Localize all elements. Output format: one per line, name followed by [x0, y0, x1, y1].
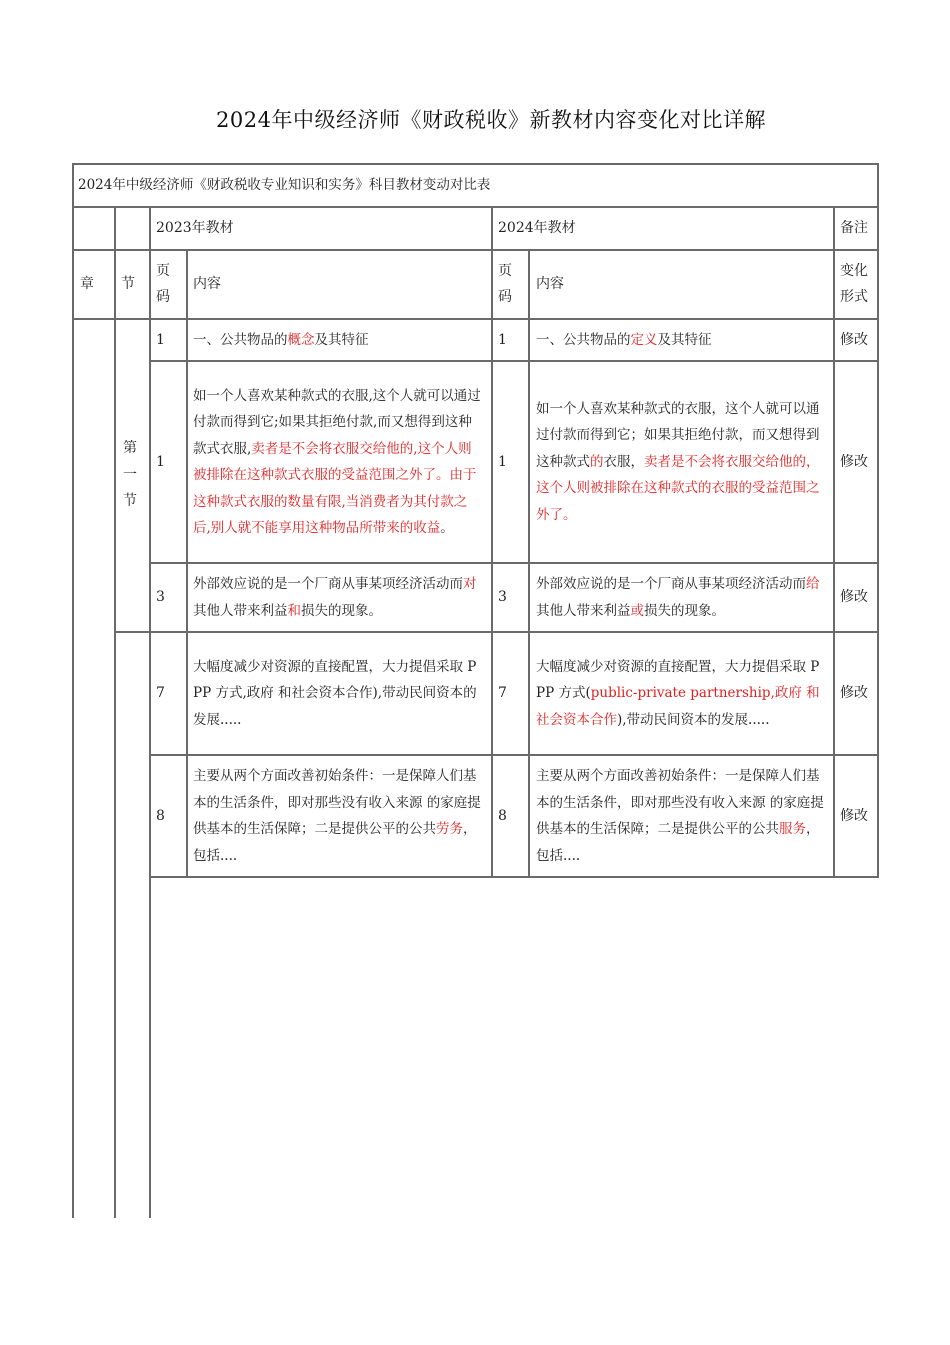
- content-2023-text: 损失的现象。: [301, 602, 382, 619]
- content-2024-cell: [530, 320, 833, 360]
- page-2024-cell: 7: [498, 685, 507, 702]
- content-2023-cell: [187, 756, 491, 876]
- header-remarks: 备注: [840, 219, 868, 236]
- content-2023-text: 其他人带来利益: [193, 602, 288, 619]
- content-2024-text: ，包括....: [536, 821, 820, 864]
- page-2024-cell: 3: [498, 589, 507, 606]
- content-2023-cell: [187, 320, 491, 360]
- changed-text: 和: [287, 602, 301, 619]
- content-2023-cell: [187, 633, 491, 754]
- changed-text: 的: [590, 453, 604, 470]
- content-2023-cell: [187, 564, 491, 631]
- header-chapter: 章: [80, 275, 94, 292]
- header-2024-textbook: 2024年教材: [498, 219, 576, 236]
- content-2024-cell: [530, 564, 833, 631]
- content-2024-text: 其他人带来利益: [536, 602, 631, 619]
- content-2023-text: 一、公共物品的: [193, 331, 288, 348]
- header-change-type: 变化形式: [840, 262, 868, 305]
- content-2023-text: 主要从两个方面改善初始条件：一是保障人们基本的生活条件，即对那些没有收入来源 的家庭提供基本的生活保障；二是提供公平的公共: [193, 768, 481, 837]
- changed-text: 对: [463, 576, 477, 592]
- header-page-2024: 页码: [498, 262, 512, 305]
- table-gridline: [72, 163, 74, 1218]
- content-2024-text: 一、公共物品的: [536, 331, 631, 348]
- content-2024-text: 损失的现象。: [644, 602, 725, 619]
- content-2024-text: 大幅度减少对资源的直接配置，大力提倡采取 PPP 方式(: [536, 658, 820, 702]
- content-2023-text: ，包括....: [193, 821, 477, 864]
- page-2023-cell: 3: [156, 589, 165, 606]
- changed-text: 给: [806, 576, 820, 592]
- content-2024-text: 主要从两个方面改善初始条件：一是保障人们基本的生活条件，即对那些没有收入来源 的家庭提供基本的生活保障；二是提供公平的公共: [536, 768, 824, 837]
- content-2024-cell: [530, 756, 833, 876]
- content-2024-text: ),带动民间资本的发展.....: [617, 711, 770, 728]
- changed-text: 服务: [779, 821, 806, 837]
- page-title: 2024年中级经济师《财政税收》新教材内容变化对比详解: [216, 108, 766, 132]
- changed-text: 或: [630, 602, 644, 619]
- change-type-cell: 修改: [840, 453, 868, 470]
- page-2023-cell: 1: [156, 331, 165, 348]
- content-2023-text: 。: [440, 520, 454, 536]
- section-1-label: 第一节: [123, 440, 137, 510]
- change-type-cell: 修改: [840, 331, 868, 348]
- changed-text: 卖者是不会将衣服交给他的，这个人则被排除在这种款式的衣服的受益范围之外了。: [536, 453, 820, 523]
- changed-text: public-private partnership,政府 和社会资本合作: [536, 685, 820, 728]
- content-2024-text: 衣服，: [603, 453, 644, 470]
- header-content-2023: 内容: [193, 275, 221, 292]
- changed-text: 劳务: [436, 821, 463, 837]
- page-2023-cell: 8: [156, 807, 165, 824]
- page-2024-cell: 1: [498, 453, 507, 470]
- page-2024-cell: 1: [498, 331, 507, 348]
- change-type-cell: 修改: [840, 685, 868, 702]
- header-section: 节: [121, 275, 135, 292]
- header-page-2023: 页码: [156, 262, 170, 305]
- change-type-cell: 修改: [840, 589, 868, 606]
- content-2023-text: 大幅度减少对资源的直接配置，大力提倡采取 PPP 方式,政府 和社会资本合作),带动民间资本的发展.....: [193, 658, 477, 728]
- change-type-cell: 修改: [840, 807, 868, 824]
- page-2023-cell: 1: [156, 453, 165, 470]
- changed-text: 卖者是不会将衣服交给他的,这个人则被排除在这种款式衣服的受益范围之外了。由于这种款式衣服的数量有限,当消费者为其付款之后,别人就不能享用这种物品所带来的收益: [193, 440, 477, 536]
- table-caption: 2024年中级经济师《财政税收专业知识和实务》科目教材变动对比表: [78, 176, 491, 193]
- page-2023-cell: 7: [156, 685, 165, 702]
- header-content-2024: 内容: [536, 275, 564, 292]
- content-2024-cell: [530, 362, 833, 562]
- content-2023-cell: [187, 362, 491, 562]
- changed-text: 概念: [287, 331, 315, 348]
- table-gridline: [150, 876, 879, 878]
- content-2024-text: 及其特征: [657, 331, 712, 348]
- changed-text: 定义: [630, 331, 658, 348]
- content-2023-text: 如一个人喜欢某种款式的衣服,这个人就可以通过付款而得到它;如果其拒绝付款,而又想得到这种款式衣服,: [193, 387, 481, 457]
- content-2023-text: 及其特征: [314, 331, 369, 348]
- content-2024-text: 外部效应说的是一个厂商从事某项经济活动而: [536, 576, 806, 592]
- content-2024-text: 如一个人喜欢某种款式的衣服，这个人就可以通过付款而得到它；如果其拒绝付款，而又想得到这种款式: [536, 400, 820, 470]
- content-2024-cell: [530, 633, 833, 754]
- header-2023-textbook: 2023年教材: [156, 219, 234, 236]
- content-2023-text: 外部效应说的是一个厂商从事某项经济活动而: [193, 576, 463, 592]
- page-2024-cell: 8: [498, 807, 507, 824]
